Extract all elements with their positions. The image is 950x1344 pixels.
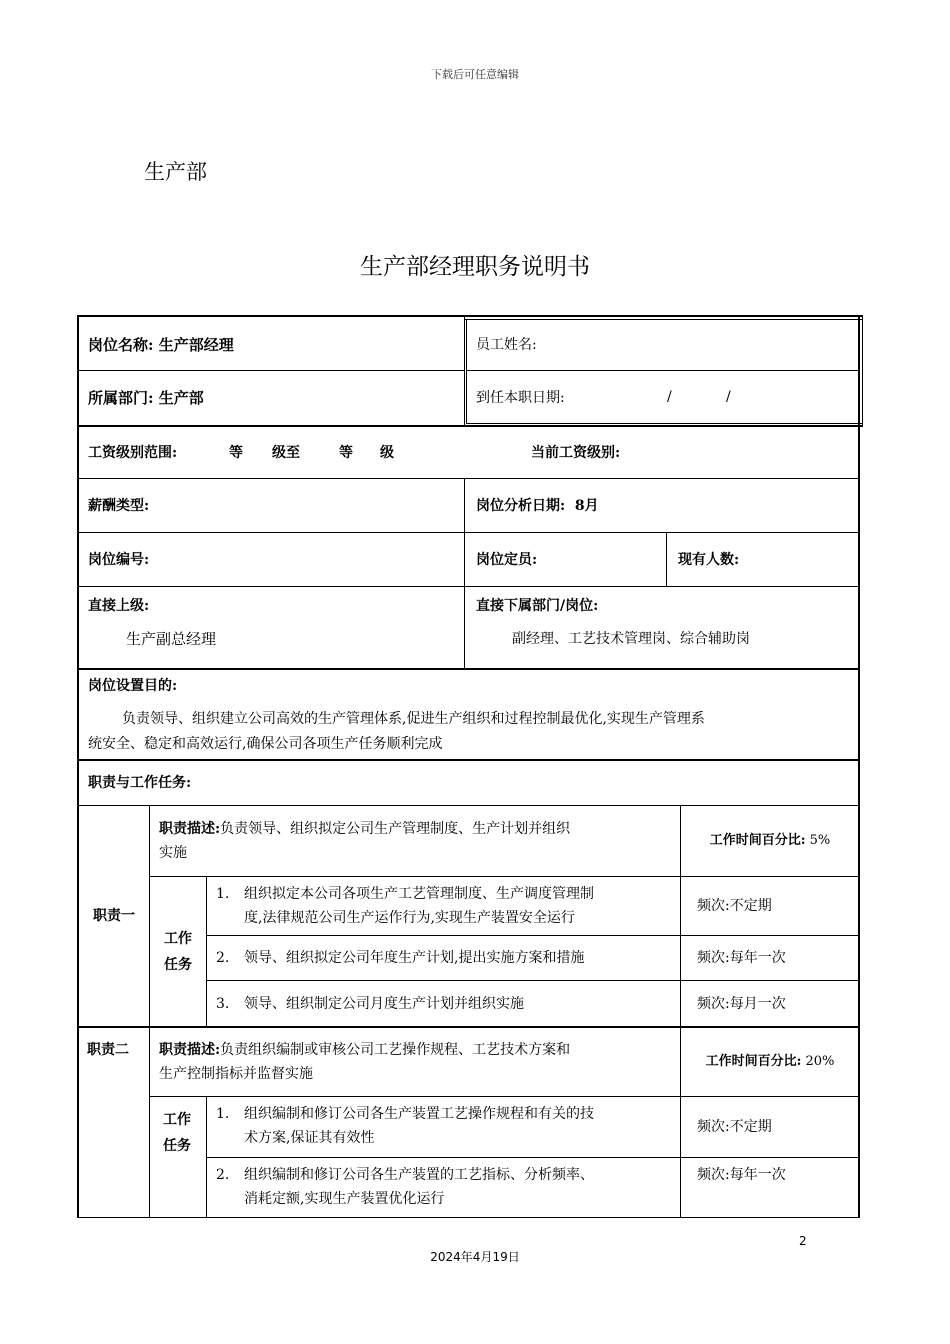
- salary-range-label: 工资级别范围:: [88, 444, 178, 461]
- duty-1-task-label-2: 任务: [164, 956, 192, 973]
- duty-2-task-label: [163, 1107, 191, 1159]
- footer-date: 2024年4月19日: [430, 1250, 520, 1264]
- employee-name-label: 员工姓名:: [476, 337, 537, 353]
- purpose-label: 岗位设置目的:: [88, 678, 178, 694]
- salary-range-word-3: 等: [339, 444, 353, 461]
- job-name-label: 岗位名称:: [88, 336, 154, 354]
- duty-2-task-1-frequency: 频次:不定期: [697, 1119, 772, 1135]
- analysis-date-value: 8月: [574, 497, 599, 514]
- duty-2-task-2-number: 2.: [216, 1167, 230, 1183]
- duty-1-time-cell: [681, 806, 859, 876]
- duty-2-description: [159, 1038, 679, 1086]
- pay-type-label: 薪酬类型:: [88, 497, 150, 514]
- duty-2-task-label-2: 任务: [163, 1138, 191, 1154]
- employee-name-cell: [476, 320, 856, 370]
- duty-2-task-2-line-1: 组织编制和修订公司各生产装置的工艺指标、分析频率、: [244, 1167, 594, 1183]
- analysis-date-cell: [476, 479, 599, 532]
- start-date-cell: [476, 371, 856, 424]
- duty-1-task-2-frequency: 频次:每年一次: [697, 950, 786, 966]
- duty-1-task-1-line-1: 组织拟定本公司各项生产工艺管理制度、生产调度管理制: [244, 886, 594, 902]
- duty-2-desc-label: 职责描述:: [159, 1042, 221, 1058]
- duty-1-task-label: [150, 877, 206, 1026]
- document-title: 生产部经理职务说明书: [360, 254, 590, 280]
- duty-1-task-3-number: 3.: [216, 995, 230, 1012]
- duty-1-task-1: [216, 882, 676, 930]
- department-label: 所属部门:: [88, 388, 154, 407]
- department-heading: 生产部: [144, 160, 207, 184]
- salary-range-word-2: 级至: [272, 444, 300, 461]
- salary-range-word-1: 等: [229, 444, 243, 461]
- header-note: 下载后可任意编辑: [431, 68, 519, 81]
- salary-range-word-4: 级: [380, 444, 394, 461]
- duty-2-task-1-line-2: 术方案,保证其有效性: [244, 1130, 375, 1146]
- subordinate-label: 直接下属部门/岗位:: [476, 598, 599, 614]
- department-cell: [88, 371, 458, 424]
- duty-2-task-1-number: 1.: [216, 1106, 230, 1122]
- duties-label: 职责与工作任务:: [88, 775, 192, 791]
- duty-2-task-2-line-2: 消耗定额,实现生产装置优化运行: [244, 1191, 445, 1207]
- duty-1-description: [159, 817, 679, 865]
- duty-2-task-1: [216, 1102, 676, 1150]
- duty-1-task-2-line-1: 领导、组织拟定公司年度生产计划,提出实施方案和措施: [244, 950, 585, 966]
- duty-1-desc-line-1: 负责领导、组织拟定公司生产管理制度、生产计划并组织: [220, 821, 571, 837]
- duty-1-task-1-number: 1.: [216, 886, 230, 902]
- duty-1-desc-label: 职责描述:: [159, 821, 221, 837]
- duty-1-time-value: 5%: [809, 833, 831, 848]
- superior-value: 生产副总经理: [126, 630, 217, 648]
- duty-1-time-label: 工作时间百分比:: [709, 833, 806, 848]
- duty-2-task-2: [216, 1163, 676, 1211]
- duty-1-name: 职责一: [93, 908, 135, 924]
- job-name-value: 生产部经理: [158, 336, 234, 354]
- duty-2-desc-line-1: 负责组织编制或审核公司工艺操作规程、工艺技术方案和: [220, 1042, 571, 1058]
- job-name-cell: [88, 320, 458, 370]
- duty-1-task-1-frequency: 频次:不定期: [697, 898, 772, 914]
- duty-2-time-label: 工作时间百分比:: [705, 1054, 802, 1069]
- duty-2-time-cell: [681, 1028, 859, 1096]
- duty-1-task-3-line-1: 领导、组织制定公司月度生产计划并组织实施: [244, 995, 524, 1012]
- duty-1-task-1-line-2: 度,法律规范公司生产运作行为,实现生产装置安全运行: [244, 910, 575, 926]
- current-count-label: 现有人数:: [678, 551, 740, 568]
- current-salary-label: 当前工资级别:: [531, 444, 621, 461]
- duty-1-task-3: [216, 981, 676, 1026]
- duty-1-task-3-frequency: 频次:每月一次: [697, 995, 786, 1012]
- duty-2-desc-line-2: 生产控制指标并监督实施: [159, 1066, 313, 1082]
- page-number: 2: [799, 1234, 807, 1248]
- job-code-label: 岗位编号:: [88, 551, 150, 568]
- purpose-line-2: 统安全、稳定和高效运行,确保公司各项生产任务顺利完成: [88, 736, 443, 752]
- subordinate-value: 副经理、工艺技术管理岗、综合辅助岗: [512, 631, 750, 647]
- start-date-separator-1: /: [667, 389, 672, 405]
- analysis-date-label: 岗位分析日期:: [476, 497, 566, 514]
- purpose-line-1: 负责领导、组织建立公司高效的生产管理体系,促进生产组织和过程控制最优化,实现生产管理系: [122, 711, 705, 727]
- department-value: 生产部: [158, 388, 204, 407]
- superior-label: 直接上级:: [88, 598, 150, 614]
- duty-1-task-2: [216, 936, 676, 980]
- duty-1-task-label-1: 工作: [164, 930, 192, 947]
- duty-1-desc-line-2: 实施: [159, 845, 187, 861]
- duty-1-task-2-number: 2.: [216, 950, 230, 966]
- duty-2-time-value: 20%: [805, 1054, 835, 1069]
- duty-2-task-2-frequency: 频次:每年一次: [697, 1167, 786, 1183]
- quota-label: 岗位定员:: [476, 551, 538, 568]
- duty-2-task-label-1: 工作: [163, 1112, 191, 1128]
- start-date-separator-2: /: [726, 389, 731, 405]
- start-date-label: 到任本职日期:: [476, 389, 565, 406]
- duty-2-name: 职责二: [87, 1042, 129, 1058]
- duty-2-task-1-line-1: 组织编制和修订公司各生产装置工艺操作规程和有关的技: [244, 1106, 594, 1122]
